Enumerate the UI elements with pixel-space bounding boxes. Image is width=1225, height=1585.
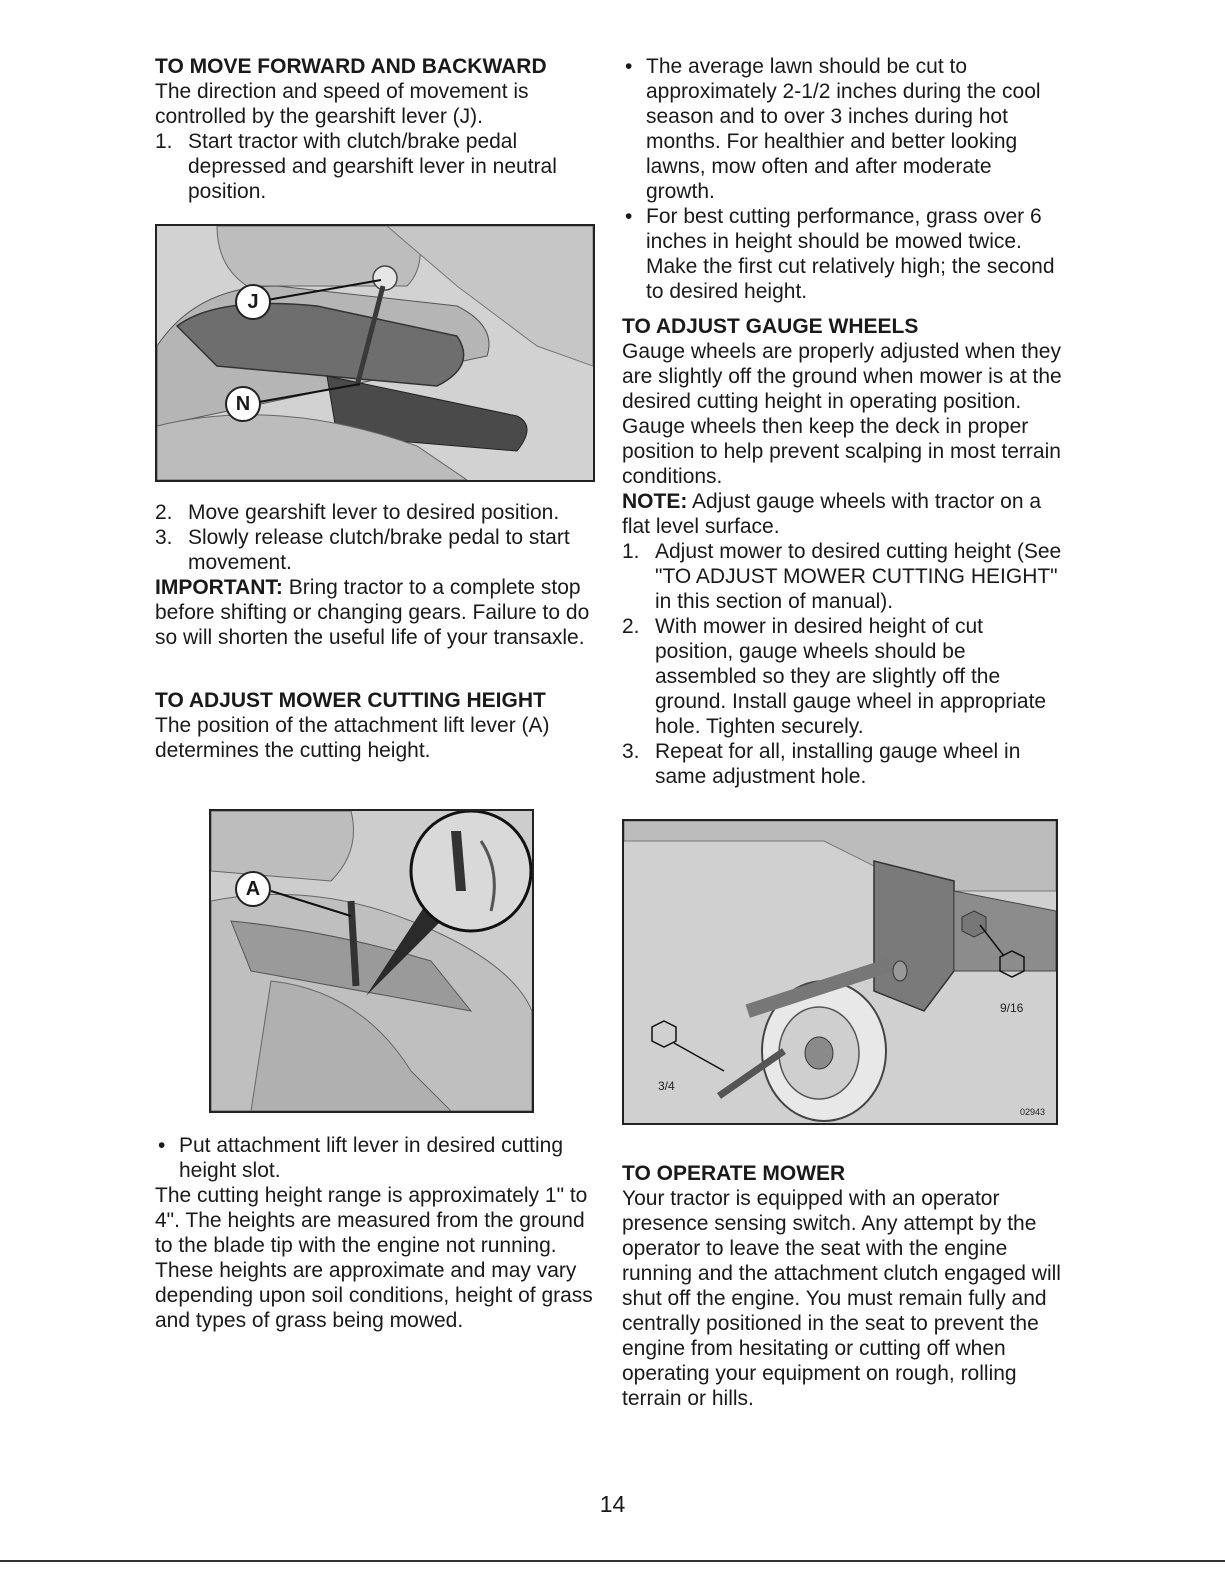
lift-lever-bullet: • Put attachment lift lever in desired cutting height slot. (158, 1134, 564, 1182)
left-column (155, 54, 595, 1333)
section-title-move: TO MOVE FORWARD AND BACKWARD (155, 55, 547, 78)
move-step-1: 1. Start tractor with clutch/brake pedal depressed and gearshift lever in neutral position. (155, 130, 557, 203)
move-step-3: 3. Slowly release clutch/brake pedal to start movement. (155, 526, 570, 574)
figure-lift-lever (209, 809, 534, 1113)
lift-lever-illustration (211, 811, 532, 1111)
nut-size-label: 9/16 (1000, 1001, 1024, 1015)
bolt-size-label: 3/4 (658, 1079, 675, 1093)
operate-mower-text: Your tractor is equipped with an operator presence sensing switch. Any attempt by the operator to leave the seat with the engine running and the attachment clutch engaged will shut off the engine. You must remain fully and centrally positioned in the seat to prevent the engine from hesitating or cutting off when operating your equipment on rough, rolling terrain or hills. (622, 1187, 1061, 1410)
gauge-wheel-illustration (624, 821, 1056, 1123)
gauge-wheels-intro: Gauge wheels are properly adjusted when they are slightly off the ground when mower is at the desired cutting height in operating position. Gauge wheels then keep the deck in proper position to help prevent scalping in most terrain conditions. (622, 340, 1062, 488)
gauge-step-1: 1. Adjust mower to desired cutting height (See "TO ADJUST MOWER CUTTING HEIGHT" in this section of manual). (622, 540, 1062, 613)
callout-n: N (225, 386, 261, 422)
lawn-tip-2: • For best cutting performance, grass over 6 inches in height should be mowed twice. Make the first cut relatively high; the second to desired height. (625, 205, 1055, 303)
callout-j: J (235, 284, 271, 320)
right-column (622, 54, 1062, 1411)
move-intro: The direction and speed of movement is controlled by the gearshift lever (J). (155, 80, 529, 128)
section-title-cutting-height: TO ADJUST MOWER CUTTING HEIGHT (155, 689, 546, 712)
figure-code: 02943 (1020, 1107, 1046, 1117)
callout-a: A (235, 871, 271, 907)
move-step-2: 2. Move gearshift lever to desired position. (155, 501, 560, 524)
section-title-gauge-wheels: TO ADJUST GAUGE WHEELS (622, 315, 919, 338)
cutting-height-intro: The position of the attachment lift lever (A) determines the cutting height. (155, 714, 550, 762)
important-note: IMPORTANT: Bring tractor to a complete stop before shifting or changing gears. Failure to do so will shorten the useful life of your transaxle. (155, 576, 590, 649)
figure-gearshift (155, 224, 595, 482)
page-number: 14 (599, 1491, 626, 1517)
cutting-height-range: The cutting height range is approximately 1" to 4". The heights are measured from the ground to the blade tip with the engine not running. These heights are approximate and may vary depending upon soil conditions, height of grass and types of grass being mowed. (155, 1184, 593, 1332)
gauge-wheels-note: NOTE: Adjust gauge wheels with tractor on a flat level surface. (622, 490, 1042, 538)
gauge-step-3: 3. Repeat for all, installing gauge wheel in same adjustment hole. (622, 740, 1021, 788)
figure-gauge-wheel (622, 819, 1058, 1125)
bottom-rule (0, 1560, 1225, 1562)
section-title-operate-mower: TO OPERATE MOWER (622, 1162, 846, 1185)
gauge-step-2: 2. With mower in desired height of cut position, gauge wheels should be assembled so they are slightly off the ground. Install gauge wheel in appropriate hole. Tighten securely. (622, 615, 1047, 738)
lawn-tip-1: • The average lawn should be cut to approximately 2-1/2 inches during the cool season and to over 3 inches during hot months. For healthier and better looking lawns, mow often and after moderate growth. (625, 55, 1041, 203)
gearshift-illustration (157, 226, 593, 480)
